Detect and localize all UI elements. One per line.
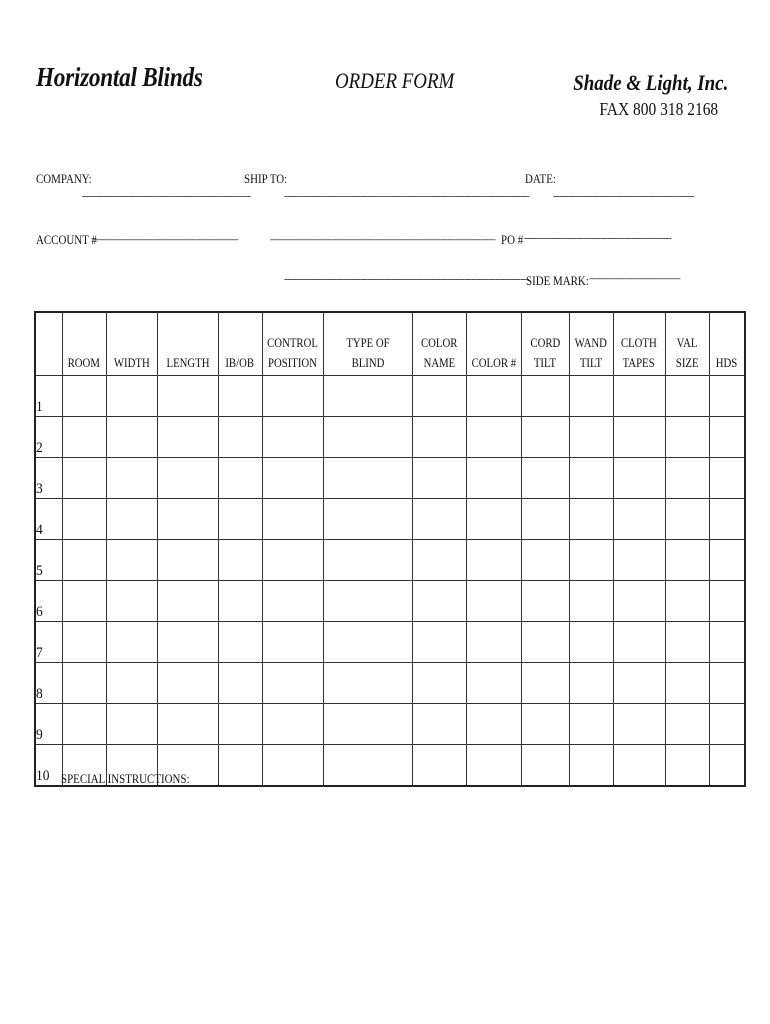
order-cell[interactable] xyxy=(412,581,466,622)
product-title: Horizontal Blinds xyxy=(36,62,203,92)
order-cell[interactable] xyxy=(62,704,106,745)
order-cell[interactable] xyxy=(262,458,323,499)
row-number: 5 xyxy=(35,540,62,581)
order-cell[interactable] xyxy=(665,417,709,458)
table-row xyxy=(35,704,745,745)
order-cell[interactable] xyxy=(218,417,262,458)
order-cell[interactable] xyxy=(709,663,745,704)
column-header: WIDTH xyxy=(106,312,157,376)
order-cell[interactable] xyxy=(613,417,665,458)
table-row xyxy=(35,499,745,540)
order-cell[interactable] xyxy=(106,622,157,663)
order-cell[interactable] xyxy=(613,499,665,540)
table-row xyxy=(35,417,745,458)
order-cell[interactable] xyxy=(323,499,412,540)
order-cell[interactable] xyxy=(62,458,106,499)
order-cell[interactable] xyxy=(665,622,709,663)
order-cell[interactable] xyxy=(466,581,521,622)
column-header: TYPE OF BLIND xyxy=(323,312,412,376)
column-header: ROOM xyxy=(62,312,106,376)
order-cell[interactable] xyxy=(665,581,709,622)
column-header: CLOTH TAPES xyxy=(613,312,665,376)
order-cell[interactable] xyxy=(106,704,157,745)
special-instructions-label: SPECIAL INSTRUCTIONS: xyxy=(61,771,190,786)
order-cell[interactable] xyxy=(262,581,323,622)
date-line[interactable]: ---------------------------------------------- xyxy=(553,190,694,202)
order-cell[interactable] xyxy=(218,540,262,581)
table-header-row xyxy=(35,312,745,376)
row-number: 7 xyxy=(35,622,62,663)
order-cell[interactable] xyxy=(218,458,262,499)
order-cell[interactable] xyxy=(613,458,665,499)
form-title: ORDER FORM xyxy=(335,68,455,93)
side-mark-label: SIDE MARK: xyxy=(526,273,589,288)
ship-to-label: SHIP TO: xyxy=(244,171,288,186)
order-cell[interactable] xyxy=(613,622,665,663)
order-cell[interactable] xyxy=(466,540,521,581)
order-cell[interactable] xyxy=(262,622,323,663)
date-label: DATE: xyxy=(525,171,556,186)
order-cell[interactable] xyxy=(323,704,412,745)
company-line[interactable]: ------------------------------------------------------- xyxy=(82,190,251,202)
order-cell[interactable] xyxy=(613,376,665,417)
column-header: IB/OB xyxy=(218,312,262,376)
row-number: 8 xyxy=(35,663,62,704)
order-cell[interactable] xyxy=(665,376,709,417)
order-cell[interactable] xyxy=(569,622,613,663)
order-cell[interactable] xyxy=(569,663,613,704)
order-cell[interactable] xyxy=(218,581,262,622)
order-cell[interactable] xyxy=(106,458,157,499)
order-cell[interactable] xyxy=(412,499,466,540)
order-cell[interactable] xyxy=(106,417,157,458)
row-number: 1 xyxy=(35,376,62,417)
order-cell[interactable] xyxy=(709,622,745,663)
column-header: CONTROL POSITION xyxy=(262,312,323,376)
order-cell[interactable] xyxy=(62,663,106,704)
order-table xyxy=(34,311,746,787)
order-cell[interactable] xyxy=(521,458,569,499)
order-cell[interactable] xyxy=(665,745,709,787)
order-cell[interactable] xyxy=(412,622,466,663)
order-cell[interactable] xyxy=(106,376,157,417)
order-cell[interactable] xyxy=(613,581,665,622)
order-cell[interactable] xyxy=(262,376,323,417)
order-cell[interactable] xyxy=(62,417,106,458)
order-cell[interactable] xyxy=(709,540,745,581)
po-label: PO # xyxy=(501,232,524,247)
order-cell[interactable] xyxy=(709,376,745,417)
order-cell[interactable] xyxy=(262,663,323,704)
column-header: LENGTH xyxy=(157,312,218,376)
company-label: COMPANY: xyxy=(36,171,92,186)
column-header: COLOR # xyxy=(466,312,521,376)
order-cell[interactable] xyxy=(521,376,569,417)
order-cell[interactable] xyxy=(466,622,521,663)
column-header: HDS xyxy=(709,312,745,376)
order-cell[interactable] xyxy=(613,745,665,787)
order-cell[interactable] xyxy=(218,745,262,787)
order-cell[interactable] xyxy=(157,376,218,417)
row-number: 3 xyxy=(35,458,62,499)
order-cell[interactable] xyxy=(709,499,745,540)
order-cell[interactable] xyxy=(323,417,412,458)
order-cell[interactable] xyxy=(262,704,323,745)
order-cell[interactable] xyxy=(521,745,569,787)
order-cell[interactable] xyxy=(157,499,218,540)
order-cell[interactable] xyxy=(157,663,218,704)
order-cell[interactable] xyxy=(709,745,745,787)
order-cell[interactable] xyxy=(106,663,157,704)
order-cell[interactable] xyxy=(157,458,218,499)
order-cell[interactable] xyxy=(613,704,665,745)
order-cell[interactable] xyxy=(157,622,218,663)
account-label: ACCOUNT # xyxy=(36,232,97,247)
order-cell[interactable] xyxy=(262,540,323,581)
order-cell[interactable] xyxy=(665,663,709,704)
order-cell[interactable] xyxy=(157,417,218,458)
order-cell[interactable] xyxy=(521,417,569,458)
order-cell[interactable] xyxy=(262,499,323,540)
order-cell[interactable] xyxy=(218,663,262,704)
order-cell[interactable] xyxy=(412,458,466,499)
order-cell[interactable] xyxy=(709,704,745,745)
order-cell[interactable] xyxy=(412,376,466,417)
row-number: 4 xyxy=(35,499,62,540)
order-cell[interactable] xyxy=(157,581,218,622)
row-number: 10 xyxy=(35,745,62,787)
order-cell[interactable] xyxy=(521,622,569,663)
order-cell[interactable] xyxy=(521,499,569,540)
order-cell[interactable] xyxy=(613,540,665,581)
table-row xyxy=(35,581,745,622)
order-cell[interactable] xyxy=(412,663,466,704)
side-mark-line[interactable]: -------------------------------------- xyxy=(589,273,681,283)
account-line[interactable]: ------------------------------------------------------------- xyxy=(92,234,239,244)
order-cell[interactable] xyxy=(412,417,466,458)
order-cell[interactable] xyxy=(569,745,613,787)
order-cell[interactable] xyxy=(665,499,709,540)
order-cell[interactable] xyxy=(521,704,569,745)
order-cell[interactable] xyxy=(218,622,262,663)
order-cell[interactable] xyxy=(569,458,613,499)
order-cell[interactable] xyxy=(521,581,569,622)
order-cell[interactable] xyxy=(466,499,521,540)
order-cell[interactable] xyxy=(323,540,412,581)
order-cell[interactable] xyxy=(466,745,521,787)
order-cell[interactable] xyxy=(106,540,157,581)
order-cell[interactable] xyxy=(323,663,412,704)
order-cell[interactable] xyxy=(62,581,106,622)
order-cell[interactable] xyxy=(466,704,521,745)
order-cell[interactable] xyxy=(466,417,521,458)
row-number: 9 xyxy=(35,704,62,745)
company-name: Shade & Light, Inc. xyxy=(572,70,728,95)
order-cell[interactable] xyxy=(665,704,709,745)
order-cell[interactable] xyxy=(521,663,569,704)
ship-to-line-2[interactable]: ---------------------------------------------------------------------------------------------- xyxy=(270,234,496,244)
order-cell[interactable] xyxy=(613,663,665,704)
order-cell[interactable] xyxy=(323,581,412,622)
order-cell[interactable] xyxy=(218,704,262,745)
order-cell[interactable] xyxy=(569,540,613,581)
order-cell[interactable] xyxy=(466,663,521,704)
order-cell[interactable] xyxy=(466,376,521,417)
column-header: COLOR NAME xyxy=(412,312,466,376)
order-cell[interactable] xyxy=(569,376,613,417)
order-cell[interactable] xyxy=(218,376,262,417)
table-row xyxy=(35,540,745,581)
order-cell[interactable] xyxy=(262,417,323,458)
table-row xyxy=(35,622,745,663)
order-cell[interactable] xyxy=(157,704,218,745)
order-cell[interactable] xyxy=(709,581,745,622)
order-cell[interactable] xyxy=(62,622,106,663)
order-cell[interactable] xyxy=(106,581,157,622)
order-cell[interactable] xyxy=(218,499,262,540)
order-cell[interactable] xyxy=(466,458,521,499)
po-line[interactable]: ------------------------------------------------ xyxy=(524,232,672,244)
order-cell[interactable] xyxy=(323,458,412,499)
order-cell[interactable] xyxy=(62,499,106,540)
order-cell[interactable] xyxy=(412,540,466,581)
column-header: WAND TILT xyxy=(569,312,613,376)
order-cell[interactable] xyxy=(709,458,745,499)
order-cell[interactable] xyxy=(323,622,412,663)
ship-to-line-1[interactable]: -------------------------------------------------------------------------------- xyxy=(284,190,530,202)
order-cell[interactable] xyxy=(412,745,466,787)
row-number: 2 xyxy=(35,417,62,458)
table-row xyxy=(35,663,745,704)
order-cell[interactable] xyxy=(62,540,106,581)
order-cell[interactable] xyxy=(665,458,709,499)
order-cell[interactable] xyxy=(323,745,412,787)
order-cell[interactable] xyxy=(569,499,613,540)
order-cell[interactable] xyxy=(709,417,745,458)
order-cell[interactable] xyxy=(106,499,157,540)
table-row xyxy=(35,458,745,499)
order-cell[interactable] xyxy=(569,704,613,745)
order-cell[interactable] xyxy=(412,704,466,745)
fax-number: FAX 800 318 2168 xyxy=(599,99,718,119)
order-cell[interactable] xyxy=(569,417,613,458)
order-cell[interactable] xyxy=(262,745,323,787)
order-cell[interactable] xyxy=(521,540,569,581)
ship-to-line-3[interactable]: -------------------------------------------------------------------------------- xyxy=(284,273,530,285)
order-cell[interactable] xyxy=(323,376,412,417)
column-header: VAL SIZE xyxy=(665,312,709,376)
row-number-header xyxy=(35,312,62,376)
column-header: CORD TILT xyxy=(521,312,569,376)
order-cell[interactable] xyxy=(62,376,106,417)
order-cell[interactable] xyxy=(665,540,709,581)
table-row xyxy=(35,376,745,417)
order-cell[interactable] xyxy=(157,540,218,581)
row-number: 6 xyxy=(35,581,62,622)
order-cell[interactable] xyxy=(569,581,613,622)
